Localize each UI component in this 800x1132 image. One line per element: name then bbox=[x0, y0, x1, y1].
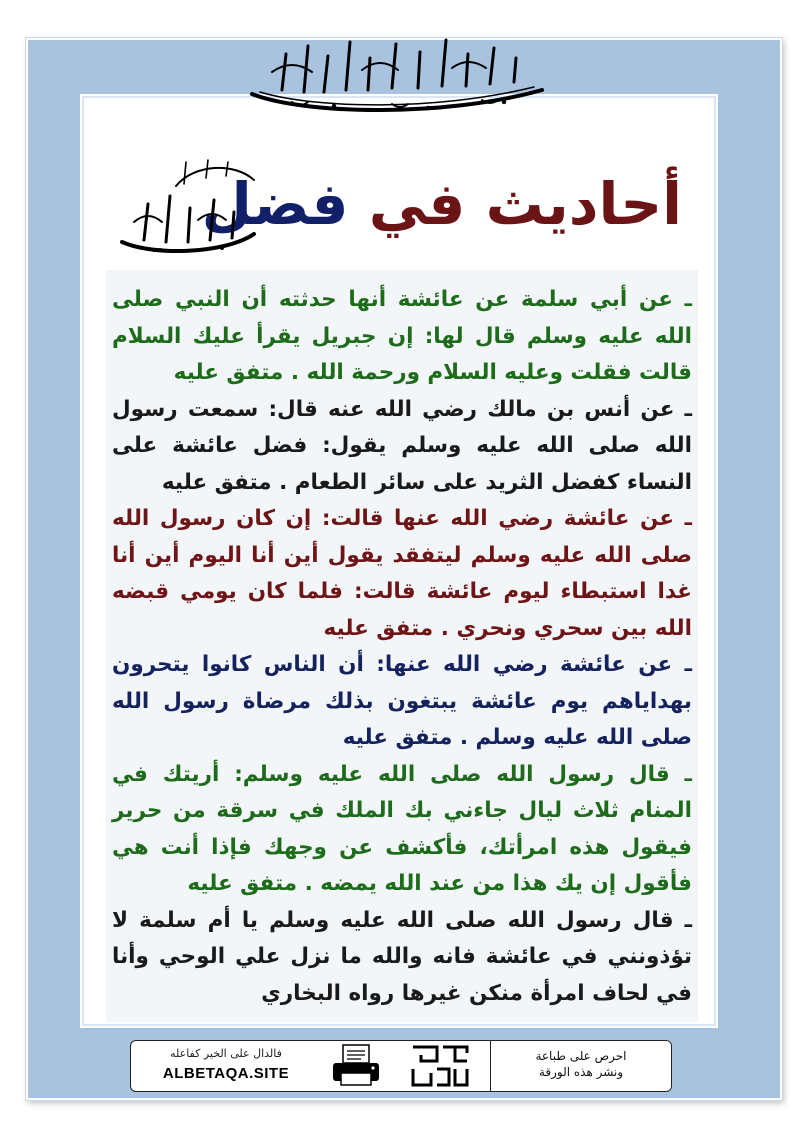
footer-print-block bbox=[490, 1041, 671, 1091]
footer-site-link[interactable]: ALBETAQA.SITE bbox=[162, 1065, 290, 1082]
aisha-calligraphy bbox=[114, 156, 264, 256]
footer-site-block bbox=[131, 1041, 321, 1091]
footer-bar bbox=[130, 1040, 672, 1092]
hadith-6: ـ قال رسول الله صلى الله عليه وسلم يا أم سلمة لا تؤذونني في عائشة فانه والله ما نزل علي الوحي وأنا في لحاف امرأة منكن غيرها رواه البخاري bbox=[112, 907, 692, 1006]
hadith-4: ـ عن عائشة رضي الله عنها: أن الناس كانوا يتحرون بهداياهم يوم عائشة يبتغون بذلك مرضاة رسول الله صلى الله عليه وسلم . متفق عليه bbox=[112, 652, 692, 750]
footer-tagline: فالدال على الخير كفاعله bbox=[170, 1047, 282, 1060]
printer-icon bbox=[327, 1043, 387, 1089]
hadith-2: ـ عن أنس بن مالك رضي الله عنه قال: سمعت رسول الله صلى الله عليه وسلم يقول: فضل عائشة على النساء كفضل الثريد على سائر الطعام . متفق عليه bbox=[112, 396, 692, 495]
title-word-fi: في bbox=[368, 170, 466, 238]
page-title bbox=[202, 164, 682, 244]
footer-print-line-2: ونشر هذه الورقة bbox=[538, 1065, 624, 1079]
title-word-ahadith: أحاديث bbox=[485, 170, 682, 238]
title-area bbox=[100, 150, 700, 260]
bismillah-calligraphy bbox=[242, 32, 562, 118]
title-word-fadl: فضل bbox=[201, 170, 349, 238]
footer-print-line-1: احرص على طباعة bbox=[535, 1049, 627, 1063]
hadith-5: ـ قال رسول الله صلى الله عليه وسلم: أريتك في المنام ثلاث ليال جاءني بك الملك في سرقة من حرير فيقول هذه امرأتك، فأكشف عن وجهك فإذا أنت هي فأقول إن يك هذا من عند الله يمضه . متفق عليه bbox=[112, 761, 692, 896]
hadith-1: ـ عن أبي سلمة عن عائشة أنها حدثته أن النبي صلى الله عليه وسلم قال لها: إن جبريل يقرأ عليك السلام قالت فقلت وعليه السلام ورحمة الله . متفق عليه bbox=[112, 287, 692, 385]
hadith-list bbox=[112, 282, 692, 1012]
dawat-alwaraqa-logo bbox=[407, 1041, 473, 1091]
hadith-3: ـ عن عائشة رضي الله عنها قالت: إن كان رسول الله صلى الله عليه وسلم ليتفقد يقول أين أنا اليوم أين أنا غدا استبطاء ليوم عائشة قالت: فلما كان يومي قبضه الله بين سحري ونحري . متفق عليه bbox=[112, 506, 692, 641]
